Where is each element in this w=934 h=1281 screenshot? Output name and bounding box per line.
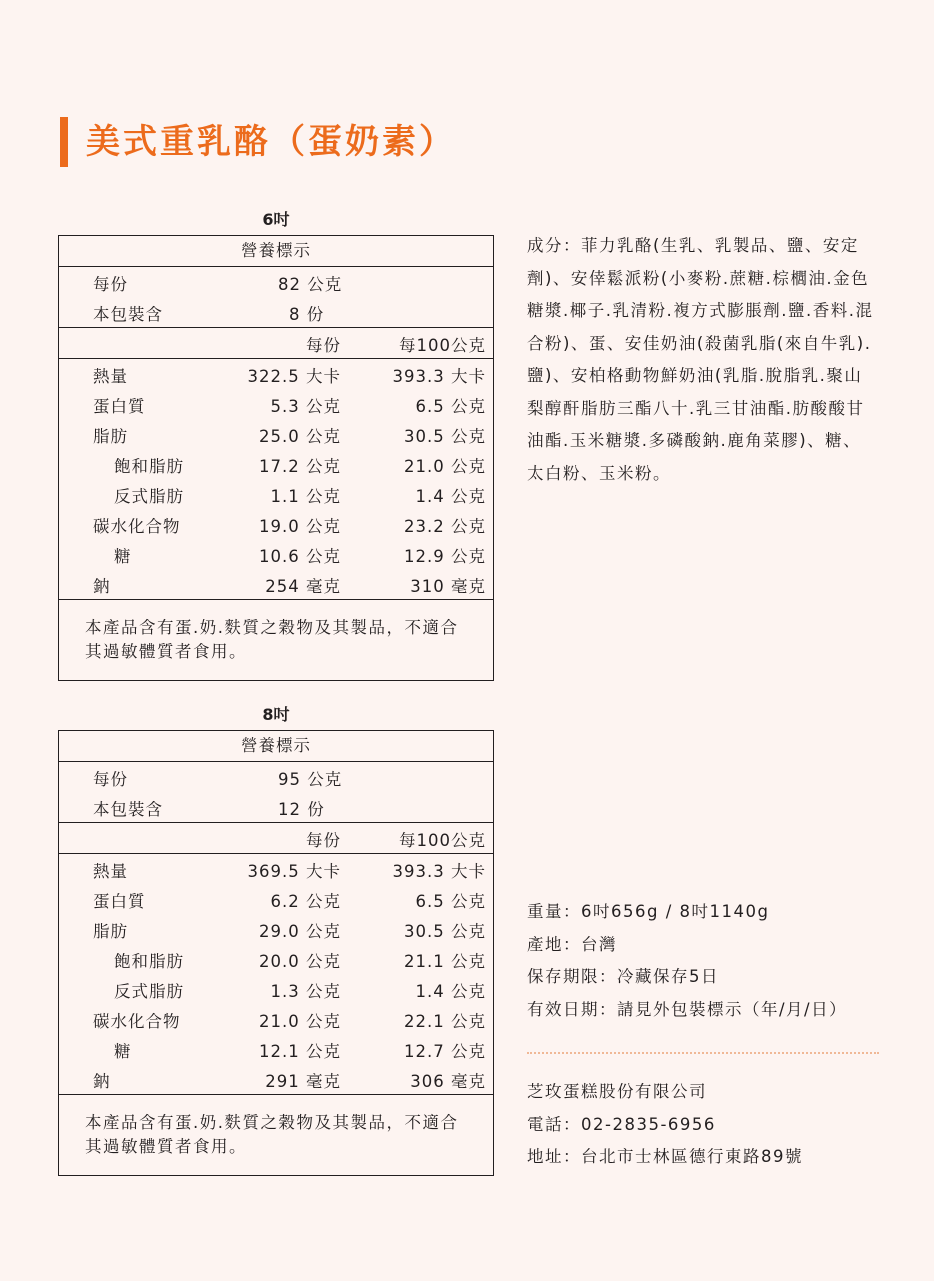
nutrient-name: 鈉	[93, 1072, 111, 1091]
nutrition-header: 營養標示	[59, 236, 493, 267]
per-serving-value: 25.0 公克	[259, 427, 341, 446]
title-accent-bar	[60, 117, 68, 167]
size-label-6inch: 6吋	[262, 210, 290, 229]
servings-per-package-row	[59, 792, 493, 822]
per-100g-value: 12.9 公克	[404, 547, 486, 566]
col-per-100g: 每100公克	[399, 831, 486, 850]
nutrient-row-energy	[59, 854, 493, 884]
nutrient-row-protein	[59, 389, 493, 419]
company-info	[527, 1076, 887, 1174]
nutrient-name: 鈉	[93, 577, 111, 596]
col-per-serving: 每份	[306, 336, 341, 355]
per-serving-value: 29.0 公克	[259, 922, 341, 941]
per-serving-value: 322.5 大卡	[247, 367, 341, 386]
per-serving-value: 254 毫克	[265, 577, 341, 596]
per-100g-value: 306 毫克	[410, 1072, 486, 1091]
weight-info: 重量：6吋656g / 8吋1140g	[527, 902, 770, 921]
col-per-serving: 每份	[306, 831, 341, 850]
product-info	[527, 896, 887, 1026]
page-title: 美式重乳酪（蛋奶素）	[86, 122, 456, 162]
serving-size-row	[59, 267, 493, 297]
nutrient-name: 反式脂肪	[114, 487, 184, 506]
per-serving-value: 6.2 公克	[270, 892, 341, 911]
nutrient-row-carbohydrate	[59, 1004, 493, 1034]
per-100g-value: 1.4 公克	[415, 982, 486, 1001]
per-serving-value: 1.1 公克	[270, 487, 341, 506]
per-serving-value: 12.1 公克	[259, 1042, 341, 1061]
nutrient-name: 熱量	[93, 862, 128, 881]
per-100g-value: 310 毫克	[410, 577, 486, 596]
nutrient-name: 碳水化合物	[93, 517, 181, 536]
per-100g-value: 30.5 公克	[404, 427, 486, 446]
column-header-row	[59, 327, 493, 359]
per-serving-value: 20.0 公克	[259, 952, 341, 971]
nutrient-row-carbohydrate	[59, 509, 493, 539]
nutrient-row-sodium	[59, 1064, 493, 1094]
row-value: 8 份	[289, 305, 325, 324]
row-label: 每份	[93, 275, 128, 294]
allergen-notice: 本產品含有蛋.奶.麩質之穀物及其製品，不適合其過敏體質者食用。	[59, 1094, 493, 1175]
per-serving-value: 5.3 公克	[270, 397, 341, 416]
nutrient-name: 脂肪	[93, 427, 128, 446]
per-100g-value: 22.1 公克	[404, 1012, 486, 1031]
row-label: 本包裝含	[93, 800, 163, 819]
nutrition-header: 營養標示	[59, 731, 493, 762]
per-serving-value: 10.6 公克	[259, 547, 341, 566]
company-name: 芝玫蛋糕股份有限公司	[527, 1082, 707, 1101]
nutrient-name: 碳水化合物	[93, 1012, 181, 1031]
nutrient-name: 蛋白質	[93, 892, 146, 911]
nutrient-row-saturated-fat	[59, 944, 493, 974]
nutrient-row-trans-fat	[59, 479, 493, 509]
per-serving-value: 21.0 公克	[259, 1012, 341, 1031]
nutrition-table-6inch	[58, 235, 494, 681]
per-serving-value: 291 毫克	[265, 1072, 341, 1091]
row-value: 12 份	[278, 800, 325, 819]
per-100g-value: 6.5 公克	[415, 892, 486, 911]
per-serving-value: 19.0 公克	[259, 517, 341, 536]
nutrient-row-fat	[59, 914, 493, 944]
serving-size-row	[59, 762, 493, 792]
per-100g-value: 12.7 公克	[404, 1042, 486, 1061]
nutrient-name: 蛋白質	[93, 397, 146, 416]
nutrient-row-sodium	[59, 569, 493, 599]
per-100g-value: 393.3 大卡	[392, 367, 486, 386]
nutrient-row-protein	[59, 884, 493, 914]
nutrient-row-sugar	[59, 1034, 493, 1064]
company-address: 地址：台北市士林區德行東路89號	[527, 1147, 803, 1166]
servings-per-package-row	[59, 297, 493, 327]
per-100g-value: 30.5 公克	[404, 922, 486, 941]
company-phone: 電話：02-2835-6956	[527, 1114, 716, 1134]
nutrition-table-8inch	[58, 730, 494, 1176]
nutrient-row-sugar	[59, 539, 493, 569]
per-100g-value: 21.1 公克	[404, 952, 486, 971]
per-serving-value: 1.3 公克	[270, 982, 341, 1001]
row-label: 本包裝含	[93, 305, 163, 324]
per-serving-value: 17.2 公克	[259, 457, 341, 476]
nutrient-row-energy	[59, 359, 493, 389]
per-100g-value: 21.0 公克	[404, 457, 486, 476]
row-label: 每份	[93, 770, 128, 789]
col-per-100g: 每100公克	[399, 336, 486, 355]
nutrient-name: 糖	[114, 547, 132, 566]
size-label-8inch: 8吋	[262, 705, 290, 724]
nutrient-row-saturated-fat	[59, 449, 493, 479]
nutrient-name: 熱量	[93, 367, 128, 386]
column-header-row	[59, 822, 493, 854]
shelf-life-info: 保存期限：冷藏保存5日	[527, 967, 719, 986]
expiry-info: 有效日期：請見外包裝標示（年/月/日）	[527, 999, 848, 1019]
nutrient-name: 飽和脂肪	[114, 952, 184, 971]
dotted-divider	[527, 1052, 879, 1054]
nutrient-name: 飽和脂肪	[114, 457, 184, 476]
per-serving-value: 369.5 大卡	[247, 862, 341, 881]
per-100g-value: 1.4 公克	[415, 487, 486, 506]
nutrient-name: 反式脂肪	[114, 982, 184, 1001]
nutrient-name: 脂肪	[93, 922, 128, 941]
nutrient-row-trans-fat	[59, 974, 493, 1004]
per-100g-value: 393.3 大卡	[392, 862, 486, 881]
origin-info: 產地：台灣	[527, 934, 617, 954]
row-value: 95 公克	[278, 770, 343, 789]
allergen-notice: 本產品含有蛋.奶.麩質之穀物及其製品，不適合其過敏體質者食用。	[59, 599, 493, 680]
row-value: 82 公克	[278, 275, 343, 294]
per-100g-value: 6.5 公克	[415, 397, 486, 416]
ingredients-text: 成分：菲力乳酪(生乳、乳製品、鹽、安定劑)、安倖鬆派粉(小麥粉.蔗糖.棕櫚油.金色糖漿.椰子.乳清粉.複方式膨脹劑.鹽.香料.混合粉)、蛋、安佳奶油(殺菌乳脂(來自牛乳).鹽)、安柏格動物鮮奶油(乳脂.脫脂乳.聚山梨醇酐脂肪三酯八十.乳三甘油酯.肪酸酸甘油酯.玉米糖漿.多磷酸鈉.鹿角菜膠)、糖、太白粉、玉米粉。	[527, 236, 874, 483]
per-100g-value: 23.2 公克	[404, 517, 486, 536]
nutrient-name: 糖	[114, 1042, 132, 1061]
nutrient-row-fat	[59, 419, 493, 449]
